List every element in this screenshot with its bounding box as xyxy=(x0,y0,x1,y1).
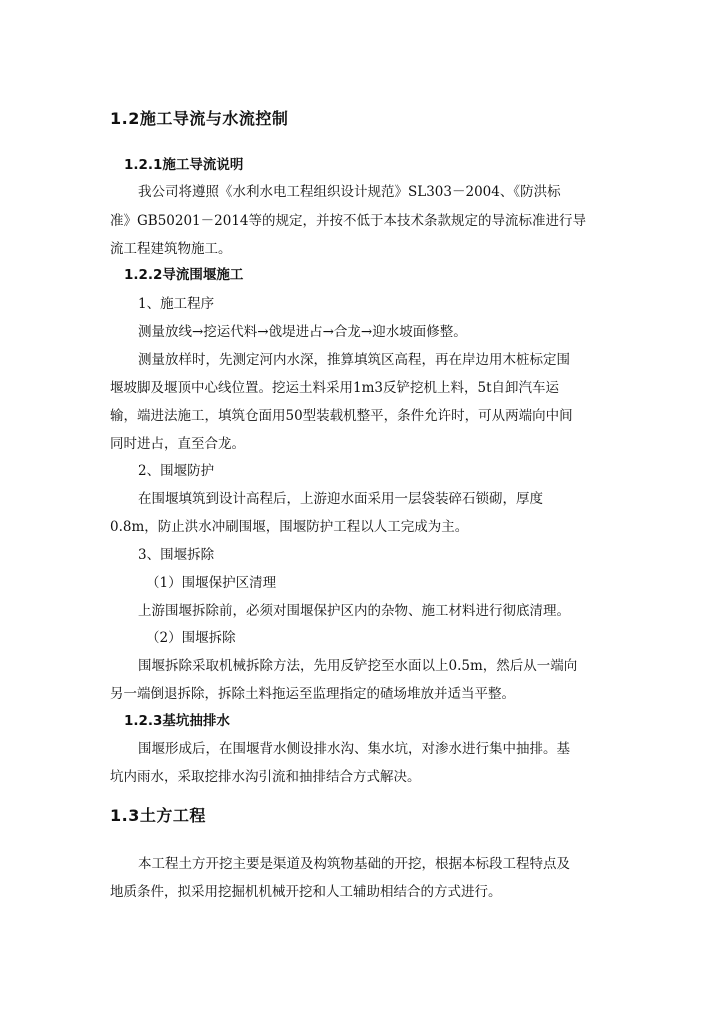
paragraph-line: 围堰拆除采取机械拆除方法，先用反铲挖至水面以上0.5m，然后从一端向 xyxy=(138,658,578,674)
sub-item-heading: （1）围堰保护区清理 xyxy=(146,575,277,591)
paragraph-line: 流工程建筑物施工。 xyxy=(110,241,232,257)
paragraph-line: 堰坡脚及堰顶中心线位置。挖运土料采用1m3反铲挖机上料，5t自卸汽车运 xyxy=(110,380,559,396)
paragraph-line: 测量放线→挖运代料→戗堤进占→合龙→迎水坡面修整。 xyxy=(138,324,467,340)
paragraph-line: 地质条件，拟采用挖掘机机械开挖和人工辅助相结合的方式进行。 xyxy=(110,884,502,900)
paragraph-line: 我公司将遵照《水利水电工程组织设计规范》SL303－2004、《防洪标 xyxy=(138,184,561,200)
paragraph-line: 在围堰填筑到设计高程后，上游迎水面采用一层袋装碎石锁砌，厚度 xyxy=(138,491,543,507)
section-heading-1-3: 1.3土方工程 xyxy=(110,806,206,825)
paragraph-line: 测量放样时，先测定河内水深，推算填筑区高程，再在岸边用木桩标定围 xyxy=(138,352,570,368)
section-heading-1-2: 1.2施工导流与水流控制 xyxy=(110,109,289,128)
paragraph-line: 围堰形成后，在围堰背水侧设排水沟、集水坑，对渗水进行集中抽排。基 xyxy=(138,741,570,757)
list-item-heading: 2、围堰防护 xyxy=(138,463,215,479)
sub-item-heading: （2）围堰拆除 xyxy=(146,630,236,646)
subsection-heading-1-2-2: 1.2.2导流围堰施工 xyxy=(124,267,244,283)
subsection-heading-1-2-1: 1.2.1施工导流说明 xyxy=(124,157,244,173)
list-item-heading: 3、围堰拆除 xyxy=(138,547,215,563)
paragraph-line: 坑内雨水，采取挖排水沟引流和抽排结合方式解决。 xyxy=(110,769,421,785)
paragraph-line: 同时进占，直至合龙。 xyxy=(110,436,245,452)
paragraph-line: 输，端进法施工，填筑仓面用50型装载机整平，条件允许时，可从两端向中间 xyxy=(110,408,573,424)
paragraph-line: 0.8m，防止洪水冲刷围堰，围堰防护工程以人工完成为主。 xyxy=(110,519,469,535)
list-item-heading: 1、施工程序 xyxy=(138,296,215,312)
paragraph-line: 本工程土方开挖主要是渠道及构筑物基础的开挖，根据本标段工程特点及 xyxy=(138,856,570,872)
subsection-heading-1-2-3: 1.2.3基坑抽排水 xyxy=(124,713,230,729)
paragraph-line: 另一端倒退拆除，拆除土料拖运至监理指定的碴场堆放并适当平整。 xyxy=(110,686,515,702)
paragraph-line: 上游围堰拆除前，必须对围堰保护区内的杂物、施工材料进行彻底清理。 xyxy=(138,603,570,619)
paragraph-line: 准》GB50201－2014等的规定，并按不低于本技术条款规定的导流标准进行导 xyxy=(110,213,587,229)
